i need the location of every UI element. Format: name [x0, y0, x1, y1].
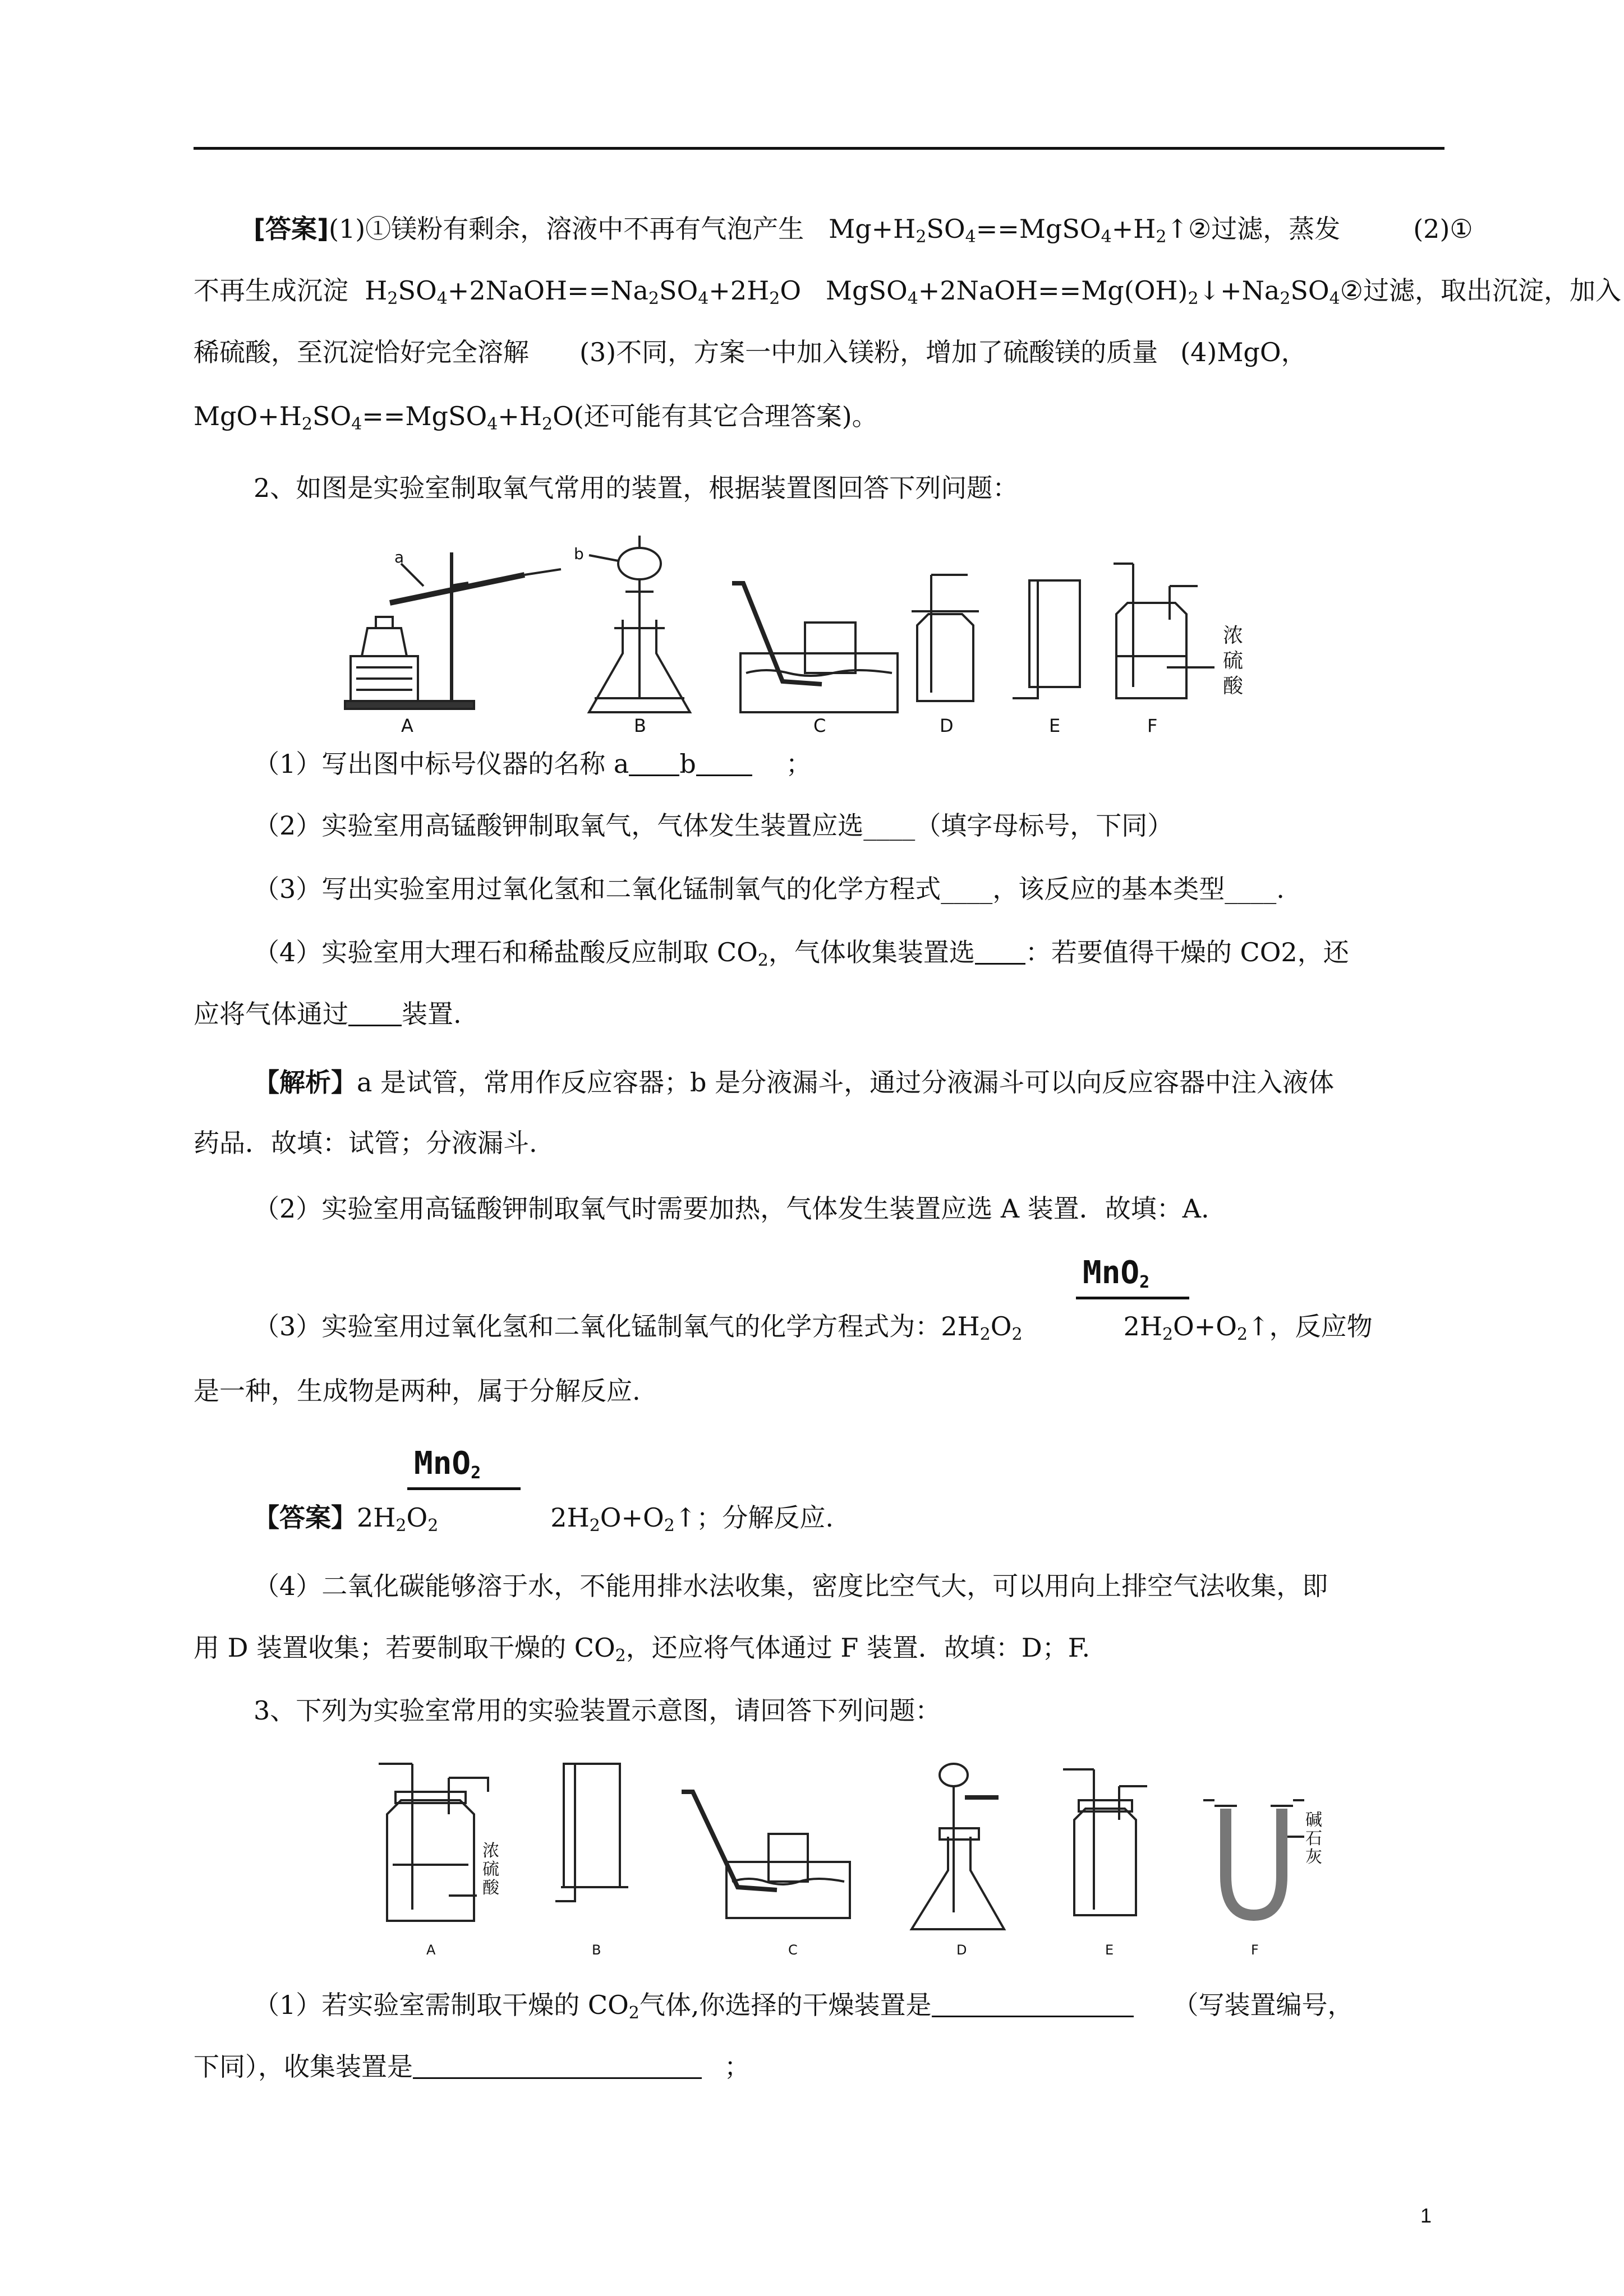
q2-analysis-2: 药品．故填：试管；分液漏斗. [194, 1128, 537, 1158]
wash-bottle-icon [1116, 603, 1186, 698]
reagent-char: 硫 [482, 1860, 499, 1879]
q2-title: 2、如图是实验室制取氧气常用的装置，根据装置图回答下列问题： [254, 473, 1019, 503]
q3-part1-cont: 下同），收集装置是 ； [194, 2051, 750, 2082]
gas-bottle-B-icon [564, 1764, 620, 1887]
q2-analysis-6: （4）二氧化碳能够溶于水，不能用排水法收集，密度比空气大，可以用向上排空气法收集，即 [254, 1571, 1328, 1601]
q2-analysis-5: 是一种，生成物是两种，属于分解反应. [194, 1376, 641, 1406]
q3-title: 3、下列为实验室常用的实验装置示意图，请回答下列问题： [254, 1695, 941, 1726]
answer-line-4: $MgO+H_2SO_4==MgSO_4+H_2O$(还可能有其它合理答案)。 [194, 401, 878, 434]
fig-label: A [426, 1942, 436, 1958]
reagent-char: 酸 [482, 1878, 499, 1898]
fig-label: C [788, 1942, 798, 1958]
fig-label: B [634, 715, 646, 736]
q2-analysis-4: （3）实验室用过氧化氢和二氧化锰制氧气的化学方程式为：$2H_2O_2$ $2H_2O+O_2↑$，反应物 [254, 1311, 1373, 1344]
reaction-condition-bar [407, 1487, 521, 1490]
q2-part3: （3）写出实验室用过氧化氢和二氧化锰制氧气的化学方程式____，该反应的基本类型____. [254, 874, 1285, 904]
fig-label: B [592, 1942, 601, 1958]
answer-line-3: 稀硫酸，至沉淀恰好完全溶解 (3)不同，方案一中加入镁粉，增加了硫酸镁的质量 (4)MgO， [194, 337, 1307, 367]
reagent-char: 浓 [482, 1841, 499, 1861]
gas-jar-icon [769, 1834, 808, 1882]
reagent-char: 浓 [1223, 624, 1244, 647]
q2-analysis-1: 【解析】a 是试管，常用作反应容器；b 是分液漏斗，通过分液漏斗可以向反应容器中注入液体 [254, 1067, 1335, 1098]
fig-mark-b: b [574, 545, 584, 563]
funnel-icon [940, 1764, 968, 1786]
separatory-funnel-icon [618, 548, 661, 579]
fig-mark-a: a [394, 548, 404, 566]
q2-part1: （1）写出图中标号仪器的名称 a b ； [254, 749, 812, 779]
answer-tag: [答案] [254, 214, 329, 244]
reagent-char: 硫 [1223, 649, 1244, 672]
header-rule [194, 147, 1444, 150]
u-tube-icon [1226, 1809, 1282, 1915]
catalyst-label: MnO$_2$ [414, 1445, 481, 1483]
q2-analysis-3: （2）实验室用高锰酸钾制取氧气时需要加热，气体发生装置应选 A 装置．故填：A. [254, 1193, 1209, 1224]
fig-label: E [1105, 1942, 1114, 1958]
q2-answer: 【答案】$2H_2O_2$ $2H_2O+O_2↑$；分解反应. [254, 1502, 834, 1536]
water-trough-icon [726, 1862, 850, 1918]
fig-label: A [401, 715, 413, 736]
gas-bottle-D-icon [917, 614, 973, 701]
fig-label: D [956, 1942, 967, 1958]
q2-part4-cont: 应将气体通过 装置. [194, 999, 462, 1029]
catalyst-label: MnO$_2$ [1083, 1255, 1150, 1292]
gas-bottle-E-icon [1074, 1809, 1136, 1915]
fig-label: E [1049, 715, 1061, 736]
q2-part2: （2）实验室用高锰酸钾制取氧气，气体发生装置应选____（填字母标号，下同） [254, 810, 1174, 841]
gas-jar-icon [805, 623, 855, 673]
q3-part1: （1）若实验室需制取干燥的 $CO_2$气体,你选择的干燥装置是 （写装置编号， [254, 1990, 1354, 2023]
reagent-char: 石 [1305, 1829, 1322, 1848]
answer-line-1: [答案](1)①镁粉有剩余，溶液中不再有气泡产生 $Mg+H_2SO_4==MgSO_4+H_2↑②$过滤，蒸发 (2)① [254, 214, 1473, 247]
q2-part4: （4）实验室用大理石和稀盐酸反应制取 $CO_2$，气体收集装置选 ：若要值得干燥的 CO2，还 [254, 937, 1349, 970]
fig-label: C [813, 715, 826, 736]
fig-label: F [1147, 715, 1158, 736]
label-a-pointer [401, 564, 424, 586]
reaction-condition-bar [1076, 1297, 1189, 1299]
alcohol-lamp-icon [362, 628, 407, 656]
fig-label: D [940, 715, 954, 736]
reagent-char: 碱 [1305, 1810, 1322, 1830]
test-tube-icon [390, 575, 525, 603]
reagent-char: 灰 [1305, 1847, 1322, 1867]
page-number: 1 [1420, 2204, 1432, 2227]
q2-apparatus-figure [339, 530, 1349, 737]
wash-bottle-icon [387, 1800, 474, 1921]
fig-label: F [1251, 1942, 1259, 1958]
q2-analysis-7: 用 D 装置收集；若要制取干燥的 $CO_2$，还应将气体通过 F 装置．故填：D；F. [194, 1633, 1091, 1666]
reagent-char: 酸 [1223, 675, 1244, 698]
conical-flask-icon [912, 1837, 1004, 1929]
q3-apparatus-figure [339, 1753, 1349, 1966]
answer-line-2: 不再生成沉淀 $H_2SO_4+2NaOH==Na_2SO_4+2H_2O$ $MgSO_4+2NaOH==Mg(OH)_2↓+Na_2SO_4②$过滤，取出沉淀，加入 [194, 275, 1621, 308]
